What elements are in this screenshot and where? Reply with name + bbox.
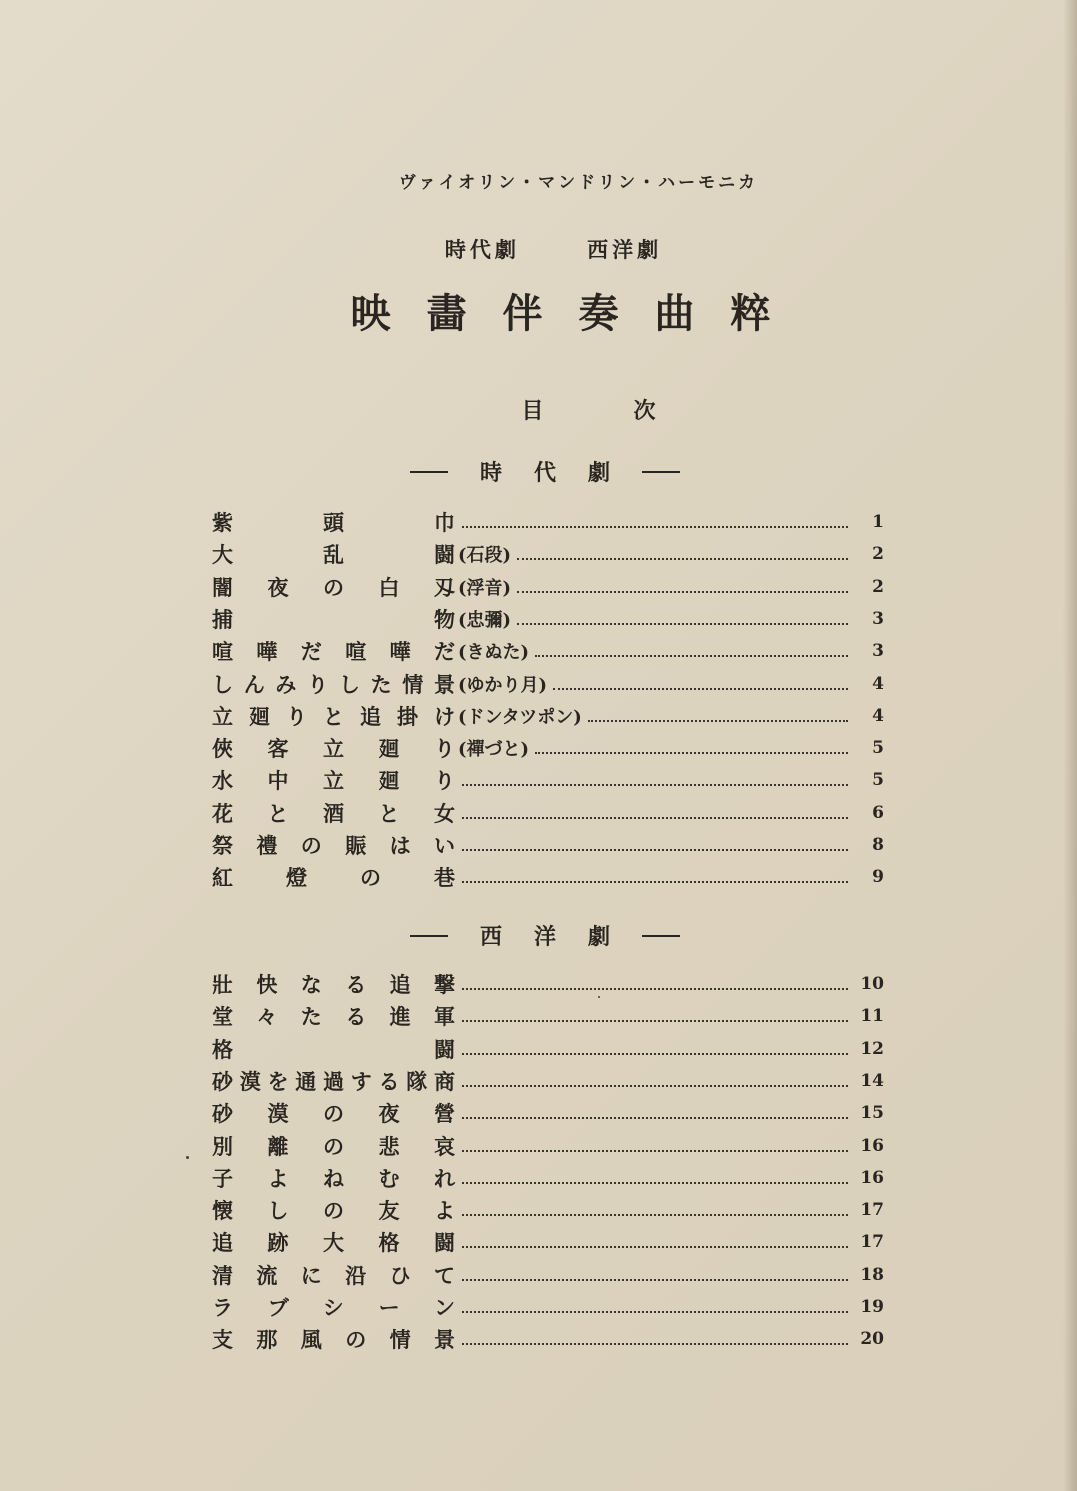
section-heading-char: 西	[479, 924, 502, 950]
toc-entry	[212, 506, 884, 538]
toc-entry-page: 17	[860, 1232, 884, 1252]
toc-entry	[212, 1097, 884, 1129]
toc-entry-title: 支那風の情景	[212, 1327, 456, 1352]
toc-entry-page: 20	[860, 1329, 884, 1349]
toc-leader-dots	[462, 1277, 848, 1281]
toc-entry-page: 8	[872, 835, 884, 855]
toc-entry-page: 6	[872, 803, 884, 823]
toc-entry	[212, 668, 884, 700]
toc-leader-dots	[535, 750, 848, 754]
toc-entry-page: 11	[860, 1006, 884, 1026]
toc-entry-title: 子よねむれ	[212, 1166, 456, 1191]
toc-entry-title: 清流に沿ひて	[212, 1263, 456, 1288]
toc-leader-dots	[462, 1148, 848, 1152]
toc-entry-title: ラブシーン	[212, 1295, 456, 1320]
toc-entry	[212, 968, 884, 1000]
toc-leader-dots	[517, 556, 848, 560]
toc-entry-subtitle: (浮音)	[458, 578, 512, 599]
heading-rule-left	[410, 471, 448, 473]
toc-entry-page: 10	[860, 974, 884, 994]
toc-entry	[212, 1130, 884, 1162]
toc-entry-page: 18	[860, 1265, 884, 1285]
toc-entry	[212, 1194, 884, 1226]
toc-entry-title: 砂漠を通過する隊商	[212, 1069, 456, 1094]
toc-entry-page: 19	[860, 1297, 884, 1317]
genre-seiyogeki: 西洋劇	[587, 237, 663, 262]
page-edge-shadow	[1063, 0, 1077, 1491]
toc-entry	[212, 1323, 884, 1355]
toc-entry-title: 懐しの友よ	[212, 1198, 456, 1223]
toc-entry-page: 12	[860, 1039, 884, 1059]
toc-leader-dots	[462, 1309, 848, 1313]
paper-speck	[186, 1156, 189, 1159]
toc-entry-subtitle: (禪づと)	[458, 739, 530, 760]
toc-entry-title: 壯快なる追撃	[212, 972, 456, 997]
toc-leader-dots	[462, 1341, 848, 1345]
toc-entry	[212, 1000, 884, 1032]
toc-leader-dots	[462, 524, 848, 528]
toc-entry-title: 祭禮の賑はい	[212, 833, 456, 858]
toc-entry-page: 9	[872, 867, 884, 887]
toc-heading: 目次	[521, 398, 746, 424]
toc-entry	[212, 1226, 884, 1258]
genre-jidaigeki: 時代劇	[444, 237, 520, 262]
toc-leader-dots	[517, 621, 848, 625]
toc-leader-dots	[462, 815, 848, 819]
toc-entry-title: しんみりした情景	[212, 672, 456, 697]
toc-leader-dots	[588, 718, 848, 722]
toc-entry-page: 16	[860, 1136, 884, 1156]
toc-entry	[212, 829, 884, 861]
toc-entry-page: 14	[860, 1071, 884, 1091]
toc-entry-page: 5	[872, 770, 884, 790]
toc-leader-dots	[517, 589, 848, 593]
toc-entry	[212, 700, 884, 732]
toc-entry-title: 堂々たる進軍	[212, 1004, 456, 1029]
toc-entry	[212, 1259, 884, 1291]
toc-entry-subtitle: (忠彌)	[458, 610, 512, 631]
toc-entry-title: 捕物	[212, 607, 456, 632]
toc-entry	[212, 1033, 884, 1065]
instrument-subtitle: ヴァイオリン・マンドリン・ハーモニカ	[398, 173, 759, 193]
toc-entry-title: 大乱闘	[212, 542, 456, 567]
toc-leader-dots	[462, 986, 848, 990]
toc-entry-page: 3	[872, 641, 884, 661]
heading-rule-right	[642, 935, 680, 937]
toc-leader-dots	[462, 879, 848, 883]
toc-entry-subtitle: (石段)	[458, 545, 512, 566]
section-heading-char: 劇	[587, 924, 610, 950]
toc-leader-dots	[462, 1212, 848, 1216]
heading-rule-left	[410, 935, 448, 937]
toc-entry	[212, 635, 884, 667]
toc-entry	[212, 1162, 884, 1194]
toc-entry	[212, 571, 884, 603]
page-title: 映畵伴奏曲粹	[350, 290, 807, 337]
toc-leader-dots	[462, 1115, 848, 1119]
toc-entry-title: 砂漠の夜營	[212, 1101, 456, 1126]
toc-entry-title: 紫頭巾	[212, 510, 456, 535]
toc-entry-title: 別離の悲哀	[212, 1134, 456, 1159]
genre-line	[0, 234, 1077, 264]
toc-entry-page: 17	[860, 1200, 884, 1220]
toc-entry-page: 1	[872, 512, 884, 532]
toc-entry-title: 追跡大格闘	[212, 1230, 456, 1255]
toc-entry-subtitle: (ゆかり月)	[458, 675, 548, 696]
toc-entry-title: 俠客立廻り	[212, 736, 456, 761]
toc-entry-page: 2	[872, 577, 884, 597]
toc-entry	[212, 538, 884, 570]
toc-entry-page: 4	[872, 706, 884, 726]
heading-rule-right	[642, 471, 680, 473]
toc-entry	[212, 1065, 884, 1097]
toc-entry-page: 5	[872, 738, 884, 758]
section-heading-char: 時	[479, 460, 502, 486]
toc-entry-title: 立廻りと追掛け	[212, 704, 456, 729]
toc-entry-title: 喧嘩だ喧嘩だ	[212, 639, 456, 664]
toc-entry-subtitle: (きぬた)	[458, 642, 530, 663]
toc-entry-page: 3	[872, 609, 884, 629]
section-heading-jidaigeki	[410, 456, 680, 487]
toc-entry	[212, 797, 884, 829]
toc-leader-dots	[462, 1083, 848, 1087]
toc-entry	[212, 861, 884, 893]
toc-leader-dots	[462, 782, 848, 786]
toc-leader-dots	[462, 1018, 848, 1022]
toc-entry	[212, 1291, 884, 1323]
toc-leader-dots	[462, 1051, 848, 1055]
toc-entry	[212, 764, 884, 796]
section-heading-char: 洋	[533, 924, 556, 950]
section-heading-char: 代	[533, 460, 556, 486]
toc-entry	[212, 603, 884, 635]
toc-leader-dots	[535, 653, 848, 657]
section-heading-seiyogeki	[410, 920, 680, 951]
toc-entry-title: 闇夜の白刄	[212, 575, 456, 600]
toc-entry-title: 紅燈の巷	[212, 865, 456, 890]
toc-entry-page: 2	[872, 544, 884, 564]
toc-entry	[212, 732, 884, 764]
toc-leader-dots	[553, 686, 848, 690]
toc-entry-page: 16	[860, 1168, 884, 1188]
toc-leader-dots	[462, 847, 848, 851]
toc-entry-title: 花と酒と女	[212, 801, 456, 826]
toc-leader-dots	[462, 1244, 848, 1248]
toc-entry-title: 格闘	[212, 1037, 456, 1062]
toc-entry-page: 15	[860, 1103, 884, 1123]
toc-entry-page: 4	[872, 674, 884, 694]
toc-entry-title: 水中立廻り	[212, 768, 456, 793]
paper-speck	[598, 996, 600, 998]
toc-leader-dots	[462, 1180, 848, 1184]
toc-entry-subtitle: (ドンタツポン)	[458, 707, 582, 728]
section-heading-char: 劇	[587, 460, 610, 486]
